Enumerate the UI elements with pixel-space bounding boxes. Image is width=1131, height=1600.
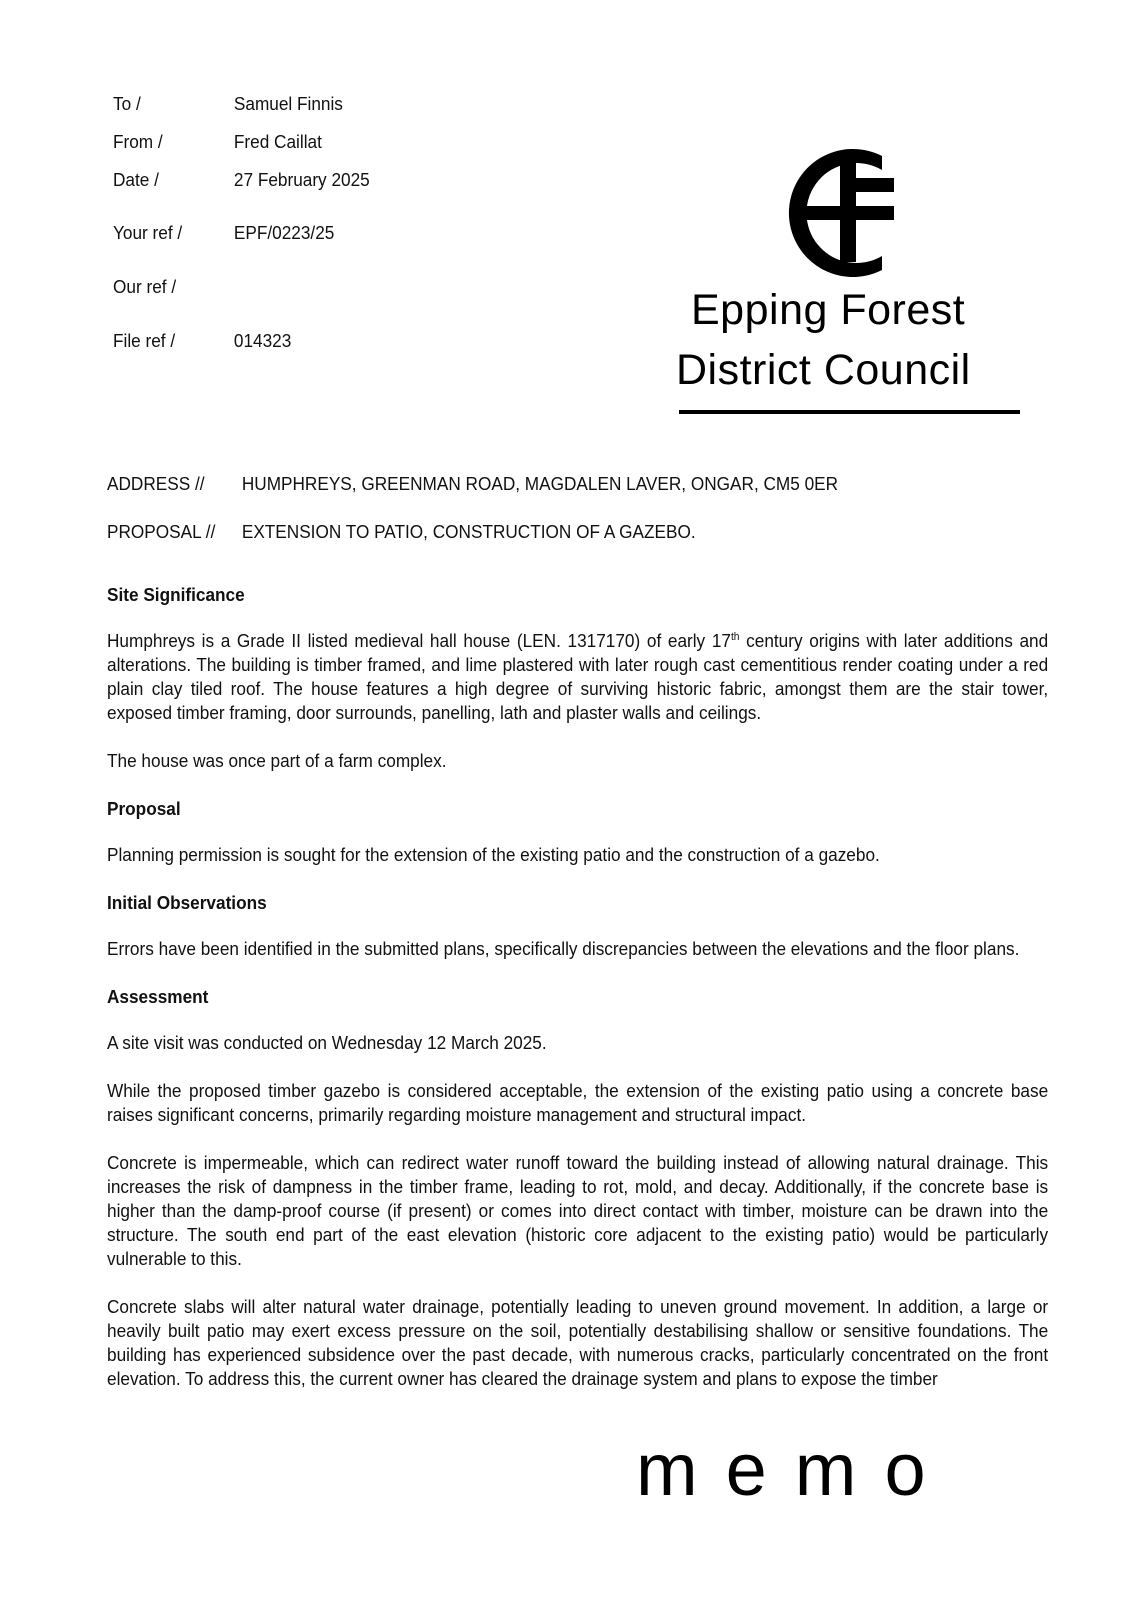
memo-footer-word: memo <box>636 1428 954 1511</box>
your-ref-value: EPF/0223/25 <box>233 222 335 243</box>
assessment-heading: Assessment <box>107 986 209 1007</box>
from-row <box>113 131 504 155</box>
date-label: Date / <box>113 169 159 190</box>
assessment-paragraph-1: A site visit was conducted on Wednesday 12 March 2025. <box>107 1032 547 1053</box>
site-significance-text-a: Humphreys is a Grade II listed medieval hall house (LEN. 1317170) of early 17 <box>107 630 731 651</box>
from-value: Fred Caillat <box>233 131 322 152</box>
date-value: 27 February 2025 <box>233 169 370 190</box>
proposal-label: PROPOSAL // <box>107 521 216 542</box>
initial-observations-heading: Initial Observations <box>107 892 267 913</box>
logo-underline <box>679 410 1020 414</box>
organisation-name-line2: District Council <box>676 346 971 394</box>
memo-body <box>107 583 1048 1415</box>
date-row <box>113 169 504 193</box>
file-ref-row <box>113 330 504 354</box>
ordinal-suffix: th <box>730 630 740 643</box>
file-ref-value: 014323 <box>233 330 292 351</box>
file-ref-label: File ref / <box>113 330 176 351</box>
your-ref-row <box>113 222 504 246</box>
proposal-row <box>107 521 944 547</box>
proposal-heading: Proposal <box>107 798 181 819</box>
organisation-name-line1: Epping Forest <box>691 286 966 334</box>
assessment-paragraph-2: While the proposed timber gazebo is considered acceptable, the extension of the existing patio using a concrete base raises significant concerns, primarily regarding moisture management and structural impact. <box>107 1080 1049 1125</box>
our-ref-row <box>113 276 504 300</box>
to-label: To / <box>113 93 141 114</box>
initial-observations-paragraph: Errors have been identified in the submitted plans, specifically discrepancies between the elevations and the floor plans. <box>107 938 1020 959</box>
site-significance-paragraph <box>107 629 1048 725</box>
assessment-paragraph-4: Concrete slabs will alter natural water drainage, potentially leading to uneven ground movement. In addition, a large or heavily built patio may exert excess pressure on the soil, potentially destabilising shallow or sensitive foundations. The building has experienced subsidence over the past decade, with numerous cracks, particularly concentrated on the front elevation. To address this, the current owner has cleared the drainage system and plans to expose the timber <box>107 1296 1049 1389</box>
address-row <box>107 473 944 499</box>
proposal-paragraph: Planning permission is sought for the extension of the existing patio and the construction of a gazebo. <box>107 844 880 865</box>
farm-complex-paragraph: The house was once part of a farm complex. <box>107 750 447 771</box>
ef-monogram-icon <box>778 142 896 284</box>
to-row <box>113 93 504 117</box>
our-ref-label: Our ref / <box>113 276 177 297</box>
address-value: HUMPHREYS, GREENMAN ROAD, MAGDALEN LAVER, ONGAR, CM5 0ER <box>241 473 839 494</box>
your-ref-label: Your ref / <box>113 222 183 243</box>
assessment-paragraph-3: Concrete is impermeable, which can redirect water runoff toward the building instead of allowing natural drainage. This increases the risk of dampness in the timber frame, leading to rot, mold, and decay. Additionally, if the concrete base is higher than the damp-proof course (if present) or comes into direct contact with timber, moisture can be drawn into the structure. The south end part of the east elevation (historic core adjacent to the existing patio) would be particularly vulnerable to this. <box>107 1152 1049 1269</box>
from-label: From / <box>113 131 163 152</box>
site-significance-heading: Site Significance <box>107 584 245 605</box>
site-significance-text-b: century origins with later additions and alterations. The building is timber framed, and lime plastered with later rough cast cementitious render coating under a red plain clay tiled roof. The house features a high degree of surviving historic fabric, amongst them are the stair tower, exposed timber framing, door surrounds, panelling, lath and plaster walls and ceilings. <box>107 630 1049 723</box>
address-label: ADDRESS // <box>107 473 205 494</box>
organisation-name <box>676 280 1036 400</box>
to-value: Samuel Finnis <box>233 93 343 114</box>
proposal-value: EXTENSION TO PATIO, CONSTRUCTION OF A GAZEBO. <box>241 521 696 542</box>
